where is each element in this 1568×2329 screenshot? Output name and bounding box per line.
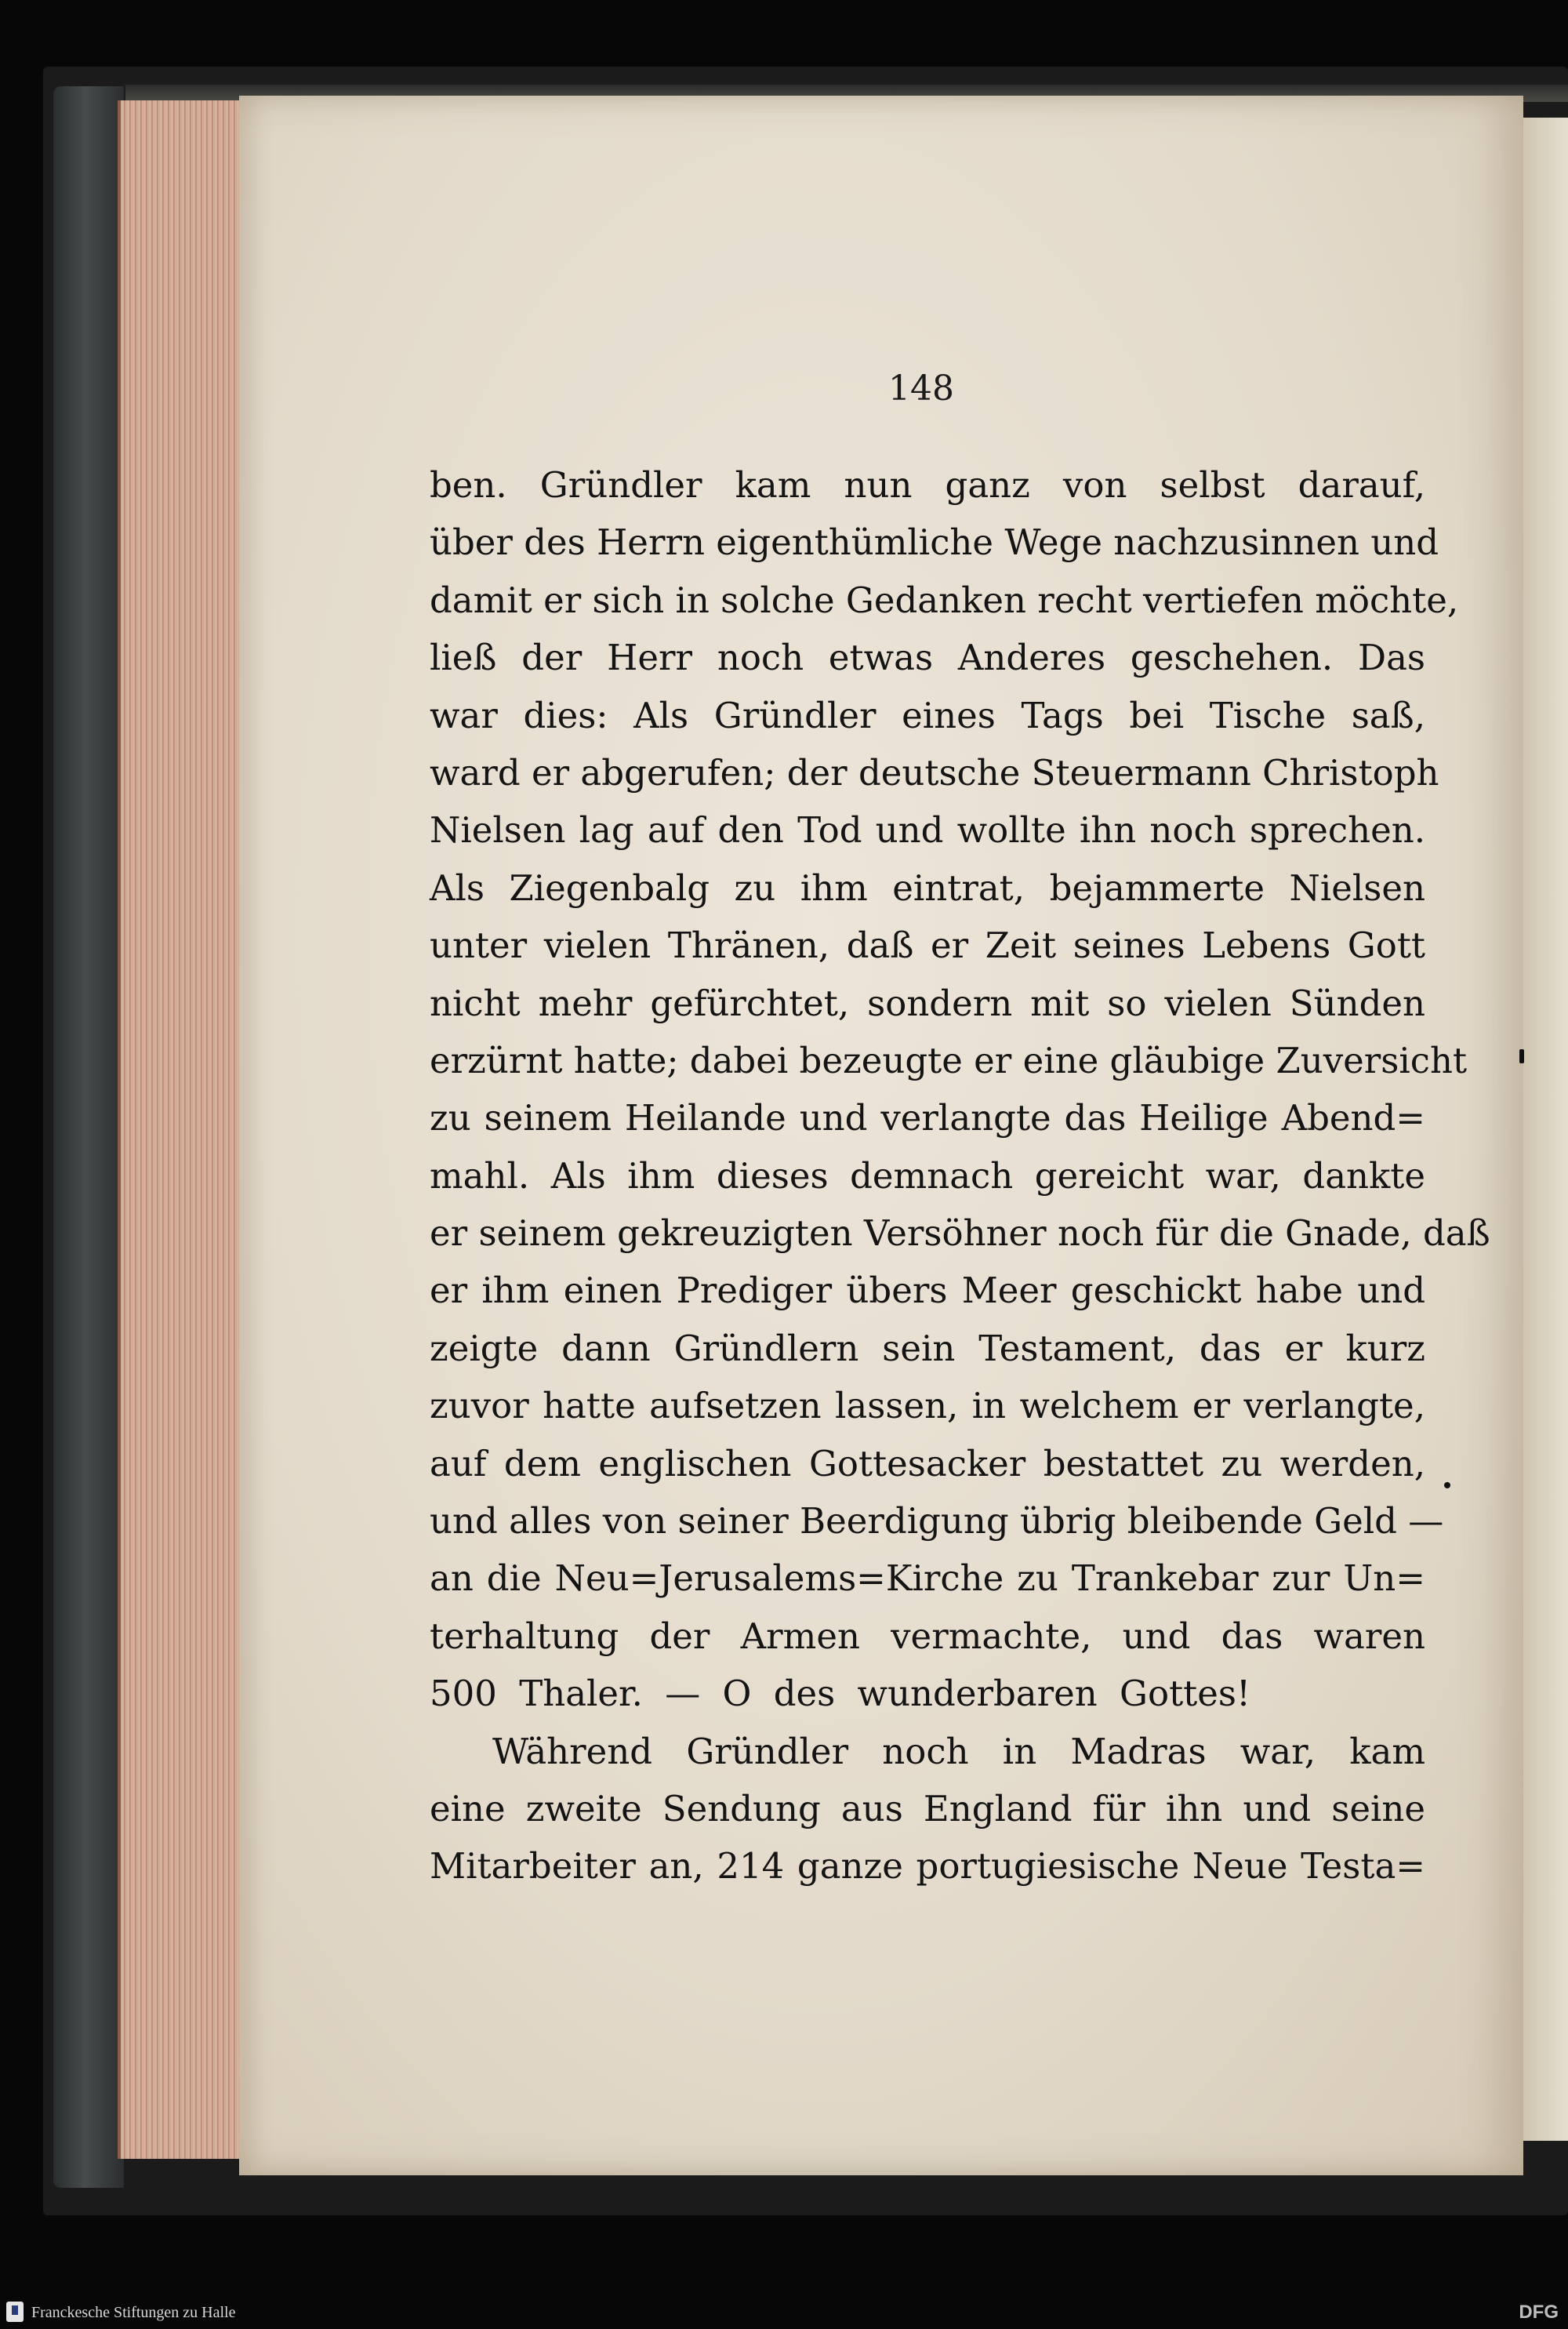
text-line: Mitarbeiter an, 214 ganze portugiesische Neue Testa= <box>430 1845 1425 1888</box>
page-number: 148 <box>888 369 954 409</box>
text-line: Als Ziegenbalg zu ihm eintrat, bejammerte Nielsen <box>430 867 1425 909</box>
text-line: über des Herrn eigenthümliche Wege nachzusinnen und <box>430 521 1439 564</box>
institution-name: Franckesche Stiftungen zu Halle <box>31 2304 236 2321</box>
text-line: auf dem englischen Gottesacker bestattet zu werden, <box>430 1442 1425 1484</box>
text-line: erzürnt hatte; dabei bezeugte er eine gläubige Zuversicht <box>430 1039 1468 1081</box>
text-line: an die Neu=Jerusalems=Kirche zu Trankebar zur Un= <box>430 1557 1425 1600</box>
page-edges <box>118 100 250 2159</box>
text-line: Während Gründler noch in Madras war, kam <box>492 1730 1425 1772</box>
text-line: terhaltung der Armen vermachte, und das waren <box>430 1615 1425 1657</box>
ink-speck <box>1444 1482 1450 1488</box>
text-line: damit er sich in solche Gedanken recht vertiefen möchte, <box>430 579 1459 621</box>
text-line: unter vielen Thränen, daß er Zeit seines Lebens Gott <box>430 925 1425 967</box>
page-body <box>430 456 1490 1895</box>
ink-speck <box>1519 1049 1524 1063</box>
facing-page-edge <box>1523 118 1568 2141</box>
text-line: nicht mehr gefürchtet, sondern mit so vielen Sünden <box>430 982 1425 1024</box>
text-line: zuvor hatte aufsetzen lassen, in welchem er verlangte, <box>430 1385 1425 1427</box>
text-line: mahl. Als ihm dieses demnach gereicht war, dankte <box>430 1154 1425 1197</box>
text-line: zu seinem Heilande und verlangte das Heilige Abend= <box>430 1097 1425 1139</box>
text-line: er ihm einen Prediger übers Meer geschickt habe und <box>430 1270 1425 1312</box>
text-line: er seinem gekreuzigten Versöhner noch für die Gnade, daß <box>430 1212 1490 1255</box>
text-line: 500 Thaler. — O des wunderbaren Gottes! <box>430 1673 1251 1715</box>
book-spine-edge <box>53 86 124 2188</box>
text-line: ward er abgerufen; der deutsche Steuermann Christoph <box>430 751 1439 794</box>
institution-logo-icon <box>6 2302 24 2322</box>
dfg-logo: DFG <box>1519 2302 1559 2323</box>
viewer-footer <box>0 2294 1568 2329</box>
text-line: und alles von seiner Beerdigung übrig bleibende Geld — <box>430 1500 1444 1542</box>
text-line: ben. Gründler kam nun ganz von selbst darauf, <box>430 464 1425 506</box>
text-line: Nielsen lag auf den Tod und wollte ihn noch sprechen. <box>430 809 1425 852</box>
text-line: ließ der Herr noch etwas Anderes geschehen. Das <box>430 637 1425 679</box>
text-line: zeigte dann Gründlern sein Testament, das er kurz <box>430 1327 1425 1369</box>
text-line: eine zweite Sendung aus England für ihn und seine <box>430 1787 1425 1829</box>
text-line: war dies: Als Gründler eines Tags bei Tische saß, <box>430 694 1425 736</box>
